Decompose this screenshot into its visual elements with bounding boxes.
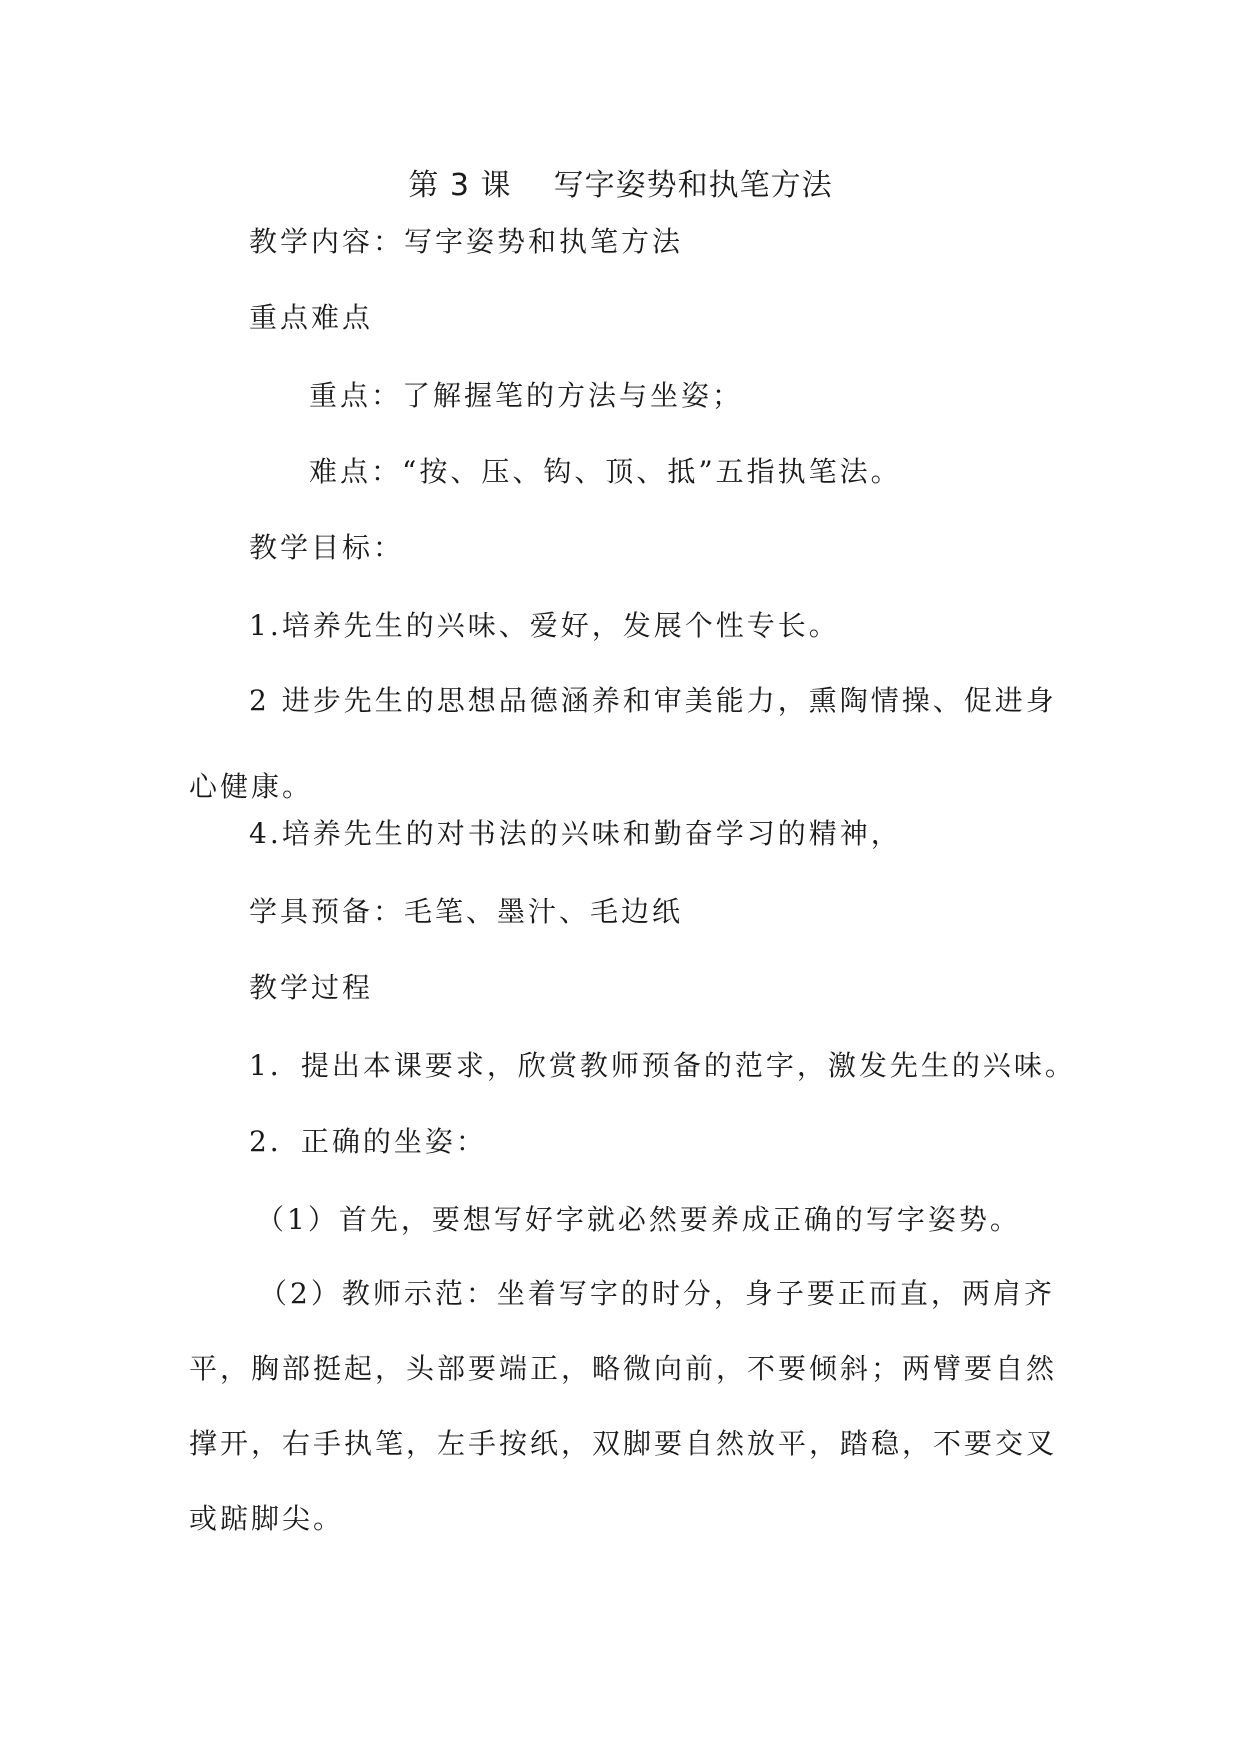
key-point: 重点：了解握笔的方法与坐姿； (309, 379, 744, 412)
process-step-2-2: （2）教师示范：坐着写字的时分，身子要正而直，两肩齐平，胸部挺起，头部要端正，略微向前，不要倾斜；两臂要自然撑开，右手执笔，左手按纸，双脚要自然放平，踏稳，不要交叉或踮脚尖。 (189, 1277, 1058, 1535)
process-heading: 教学过程 (249, 971, 374, 1004)
process-step-2: 2．正确的坐姿： (249, 1125, 487, 1158)
process-step-2-1: （1）首先，要想写好字就必然要养成正确的写字姿势。 (256, 1203, 1021, 1236)
goals-heading: 教学目标： (249, 531, 405, 564)
goal-item-2: 2 进步先生的思想品德涵养和审美能力，熏陶情操、促进身心健康。 (189, 684, 1057, 803)
tools-list: 学具预备：毛笔、墨汁、毛边纸 (249, 895, 684, 928)
goal-item-4: 4.培养先生的对书法的兴味和勤奋学习的精神， (249, 817, 902, 850)
page-title: 第 3 课 写字姿势和执笔方法 (408, 168, 833, 203)
difficult-point: 难点：“按、压、钩、顶、抵”五指执笔法。 (309, 455, 902, 488)
key-difficult-heading: 重点难点 (249, 301, 374, 334)
process-step-1: 1．提出本课要求，欣赏教师预备的范字，激发先生的兴味。 (249, 1049, 1076, 1082)
teaching-content: 教学内容：写字姿势和执笔方法 (249, 225, 684, 258)
goal-item-1: 1.培养先生的兴味、爱好，发展个性专长。 (249, 609, 840, 642)
